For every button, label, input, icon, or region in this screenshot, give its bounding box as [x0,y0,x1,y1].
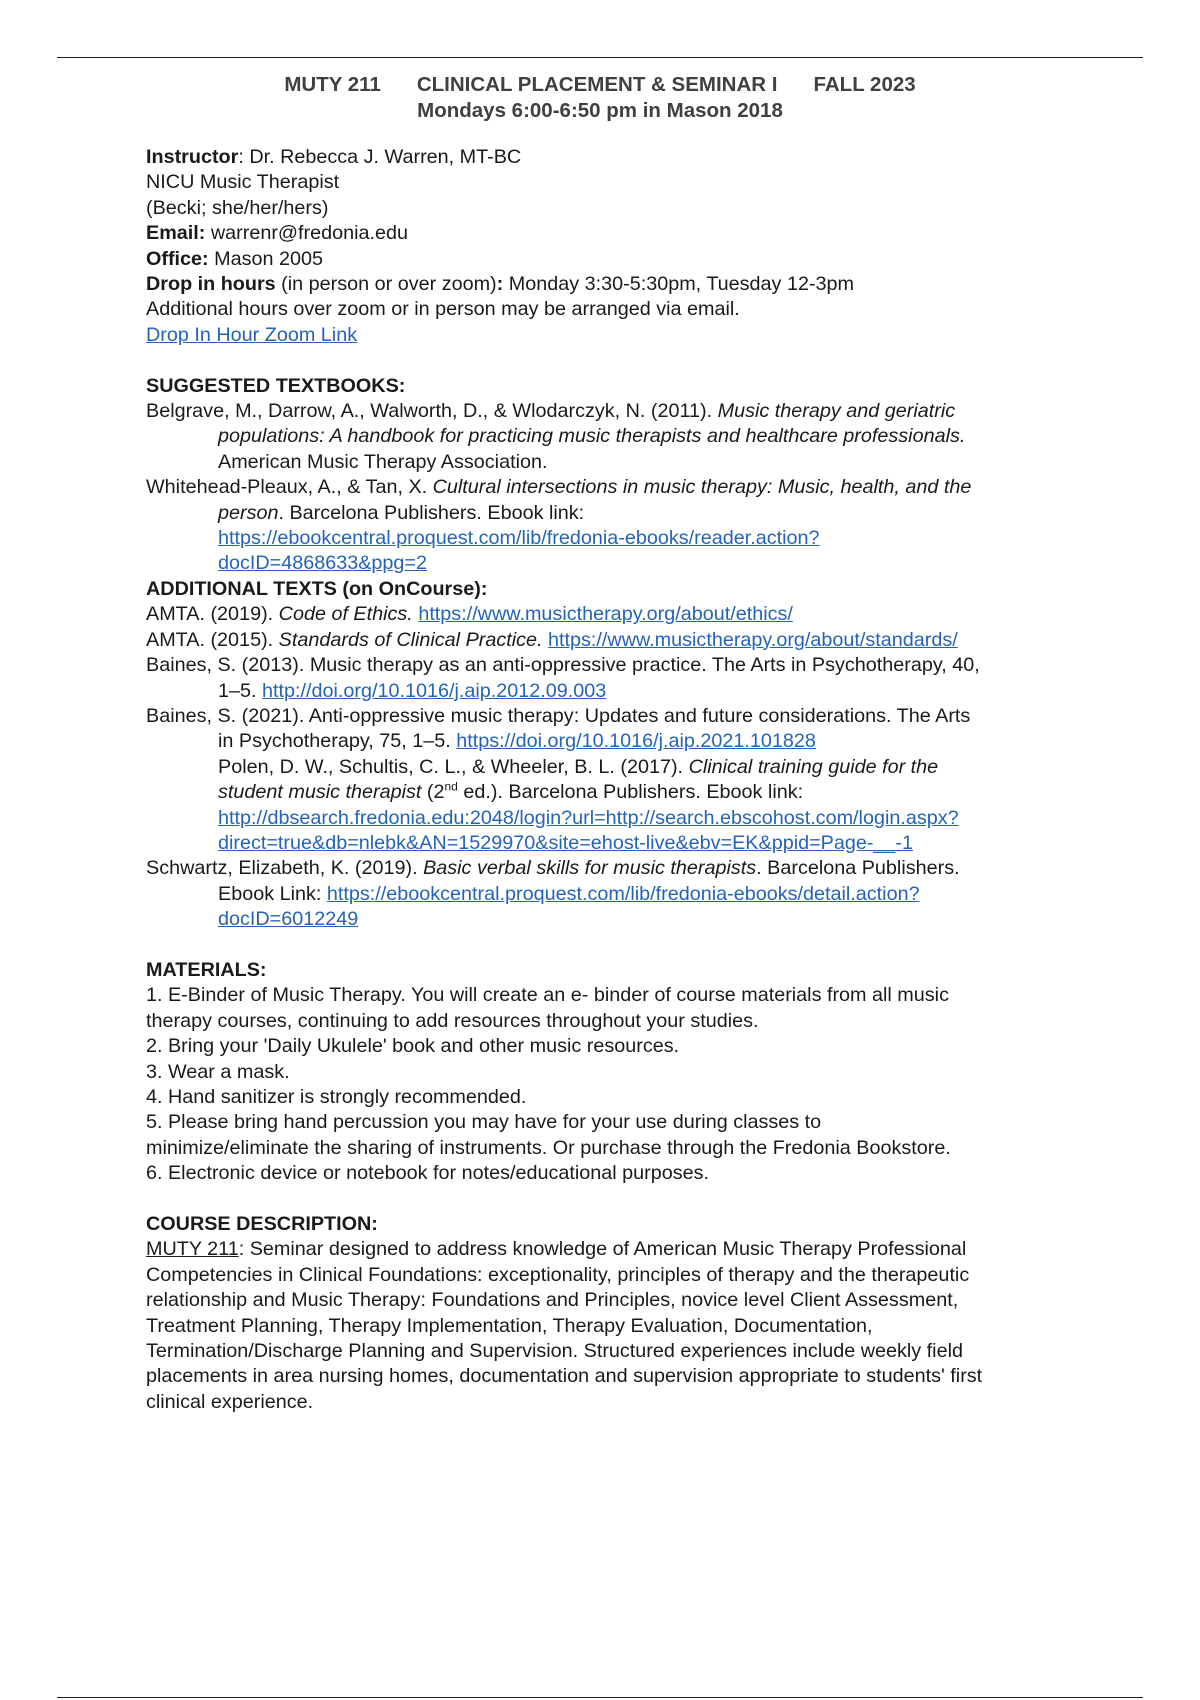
baines-2021-citation: Baines, S. (2021). Anti-oppressive music therapy: Updates and future considerations. The Arts [146,704,971,727]
description-first-text: : Seminar designed to address knowledge of American Music Therapy Professional [238,1238,967,1261]
email-line [146,221,1096,246]
office-value: Mason 2005 [208,247,324,270]
schwartz-title: Basic verbal skills for music therapists [423,857,757,880]
materials-line: minimize/eliminate the sharing of instruments. Or purchase through the Fredonia Bookstore. [146,1136,951,1159]
instructor-line [146,145,1096,170]
description-heading: COURSE DESCRIPTION: [146,1213,378,1236]
baines-2021-link[interactable]: https://doi.org/10.1016/j.aip.2021.101828 [456,730,816,753]
polen-citation [146,755,1096,780]
course-title: CLINICAL PLACEMENT & SEMINAR I [416,73,778,96]
whitehead-authors: Whitehead-Pleaux, A., & Tan, X. [146,476,433,499]
polen-authors: Polen, D. W., Schultis, C. L., & Wheeler, B. L. (2017). [218,755,689,778]
schwartz-link-cont[interactable]: docID=6012249 [218,908,359,931]
schwartz-ebook-label: Ebook Link: [218,882,327,905]
description-line: placements in area nursing homes, documentation and supervision appropriate to students' first [146,1365,983,1388]
course-code: MUTY 211 [284,73,381,96]
zoom-link[interactable]: Drop In Hour Zoom Link [146,323,358,346]
instructor-name: : Dr. Rebecca J. Warren, MT-BC [238,146,522,168]
amta-standards-link[interactable]: https://www.musictherapy.org/about/standards/ [548,628,958,651]
description-line: clinical experience. [146,1390,314,1413]
belgrave-title: Music therapy and geriatric [717,400,956,423]
belgrave-publisher: American Music Therapy Association. [218,450,548,473]
amta-ethics-title: Code of Ethics. [278,603,413,626]
syllabus-header [57,72,1143,124]
materials-line: 3. Wear a mask. [146,1060,290,1083]
whitehead-title: Cultural intersections in music therapy: Music, health, and the [432,476,972,499]
materials-line: 5. Please bring hand percussion you may have for your use during classes to [146,1111,822,1134]
baines-2013-link[interactable]: http://doi.org/10.1016/j.aip.2012.09.003 [262,679,607,702]
materials-line: 4. Hand sanitizer is strongly recommended. [146,1086,527,1108]
amta-standards-author: AMTA. (2015). [146,628,279,651]
description-first-line [146,1237,1096,1262]
polen-link-cont[interactable]: direct=true&db=nlebk&AN=1529970&site=ehost-live&ebv=EK&ppid=Page-__-1 [218,831,914,854]
hours-colon: : [496,273,504,296]
baines-2013-pages: 1–5. [218,679,262,702]
hours-label: Drop in hours [146,273,276,296]
instructor-label: Instructor [146,146,239,168]
whitehead-link[interactable]: https://ebookcentral.proquest.com/lib/fredonia-ebooks/reader.action? [218,527,820,550]
amta-ethics-link[interactable]: https://www.musictherapy.org/about/ethics/ [418,603,793,626]
hours-value: Monday 3:30-5:30pm, Tuesday 12-3pm [503,273,855,296]
instructor-pronouns: (Becki; she/her/hers) [146,196,329,219]
additional-heading: ADDITIONAL TEXTS (on OnCourse): [146,577,488,600]
description-course-code: MUTY 211 [146,1238,239,1261]
whitehead-link-cont[interactable]: docID=4868633&ppg=2 [218,552,427,575]
syllabus-body [146,145,1096,1415]
office-line [146,247,1096,272]
baines-2013-citation: Baines, S. (2013). Music therapy as an anti-oppressive practice. The Arts in Psychotherapy, 40, [146,654,980,677]
amta-ethics-author: AMTA. (2019). [146,603,279,626]
top-rule [57,57,1143,58]
polen-link[interactable]: http://dbsearch.fredonia.edu:2048/login?url=http://search.ebscohost.com/login.aspx? [218,806,959,829]
description-line: Treatment Planning, Therapy Implementation, Therapy Evaluation, Documentation, [146,1314,873,1337]
email-value: warrenr@fredonia.edu [205,222,408,245]
bottom-rule [57,1697,1143,1698]
hours-line [146,272,1096,297]
polen-title-cont: student music therapist [218,781,422,804]
additional-hours: Additional hours over zoom or in person may be arranged via email. [146,298,740,321]
description-line: relationship and Music Therapy: Foundations and Principles, novice level Client Assessment, [146,1289,959,1312]
belgrave-title-cont: populations: A handbook for practicing music therapists and healthcare professionals. [218,425,966,448]
schwartz-publisher: . Barcelona Publishers. [756,857,960,880]
office-label: Office: [146,247,209,270]
schwartz-author: Schwartz, Elizabeth, K. (2019). [146,857,424,880]
amta-ethics-citation [146,602,1096,627]
course-term: FALL 2023 [813,73,916,96]
description-line: Termination/Discharge Planning and Supervision. Structured experiences include weekly field [146,1340,963,1363]
hours-mode: (in person or over zoom) [275,273,497,296]
whitehead-publisher: . Barcelona Publishers. Ebook link: [278,501,585,524]
instructor-role: NICU Music Therapist [146,171,340,194]
polen-edition-sup: nd [444,779,458,794]
amta-standards-title: Standards of Clinical Practice. [278,628,543,651]
polen-edition: (2 [421,781,445,804]
polen-publisher: ed.). Barcelona Publishers. Ebook link: [457,781,804,804]
course-schedule: Mondays 6:00-6:50 pm in Mason 2018 [417,99,783,122]
baines-2021-pages: in Psychotherapy, 75, 1–5. [218,730,457,753]
materials-line: 2. Bring your 'Daily Ukulele' book and other music resources. [146,1035,680,1058]
textbooks-heading: SUGGESTED TEXTBOOKS: [146,374,406,397]
materials-line: 6. Electronic device or notebook for notes/educational purposes. [146,1162,710,1185]
belgrave-authors: Belgrave, M., Darrow, A., Walworth, D., & Wlodarczyk, N. (2011). [146,400,718,423]
description-line: Competencies in Clinical Foundations: exceptionality, principles of therapy and the therapeutic [146,1263,970,1286]
materials-heading: MATERIALS: [146,958,267,981]
polen-title: Clinical training guide for the [688,755,939,778]
schwartz-citation [146,856,1096,881]
materials-line: therapy courses, continuing to add resources throughout your studies. [146,1009,759,1032]
schwartz-link[interactable]: https://ebookcentral.proquest.com/lib/fredonia-ebooks/detail.action? [326,882,920,905]
belgrave-citation [146,399,1096,424]
amta-standards-citation [146,628,1096,653]
whitehead-citation [146,475,1096,500]
materials-line: 1. E-Binder of Music Therapy. You will create an e- binder of course materials from all music [146,984,949,1007]
email-label: Email: [146,222,206,245]
whitehead-title-cont: person [218,501,279,524]
